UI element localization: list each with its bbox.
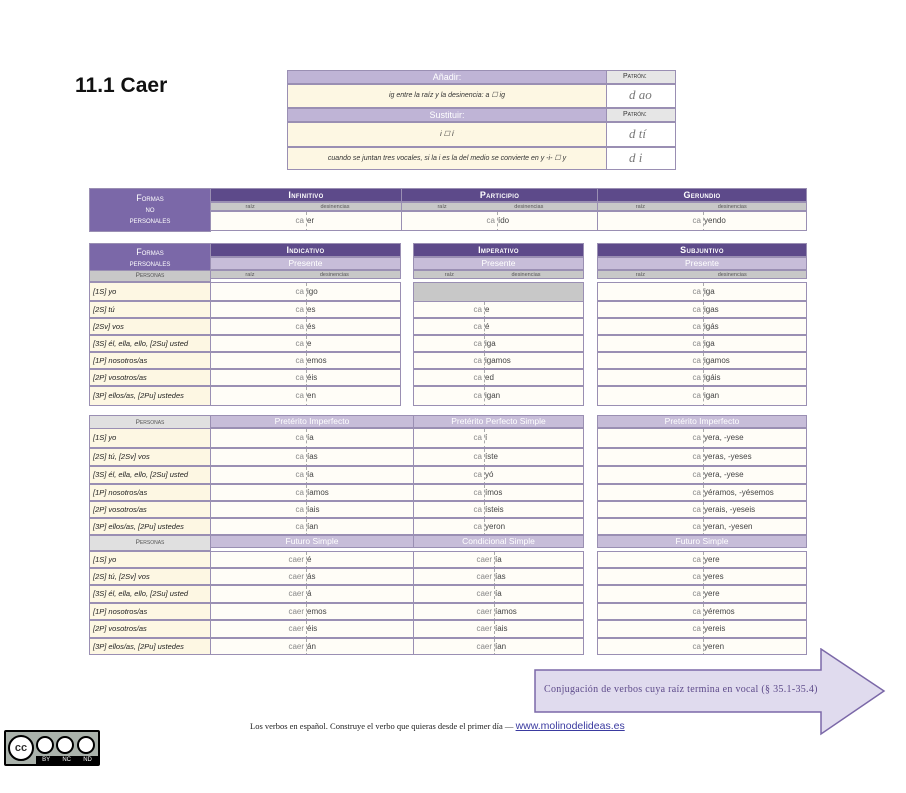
sub-pres-cell: [597, 282, 807, 301]
form-ending: igáis: [704, 373, 721, 382]
sub-imp-cell: [597, 466, 807, 484]
form-ending: íamos: [307, 488, 329, 497]
person-label: [3S] él, ella, ello, [2Su] usted: [93, 339, 189, 348]
form-root: caer: [476, 607, 492, 616]
np-ger-header: Gerundio: [597, 188, 807, 202]
nc-label: NC: [62, 757, 71, 763]
form-root: ca: [295, 373, 304, 382]
form-root: ca: [295, 305, 304, 314]
form-ending: es: [307, 305, 316, 314]
ind-imp-cell: [210, 501, 414, 518]
ind-pres-cell: [210, 318, 401, 335]
inf-form: [210, 211, 402, 231]
sub-header: Subjuntivo: [597, 243, 807, 257]
np-side-label: [89, 188, 211, 232]
form-root: ca: [295, 522, 304, 531]
part-form: [401, 211, 598, 231]
person-label: [2S] tú: [93, 305, 115, 314]
form-ending: ía: [495, 555, 502, 564]
form-ending: ían: [495, 642, 507, 651]
sub-fut-cell: [597, 551, 807, 568]
person-label: [1P] nosotros/as: [93, 488, 148, 497]
person-row: [89, 568, 211, 585]
perf-cell: [413, 484, 584, 501]
form-root: ca: [295, 356, 304, 365]
patron-label: Patrón:: [606, 70, 676, 84]
form-root: ca: [692, 589, 701, 598]
personas-header-3: Personas: [89, 535, 211, 551]
np-side-1: Formas: [136, 193, 164, 203]
form-ending: yó: [485, 470, 494, 479]
form-ending: íais: [307, 505, 320, 514]
fut-cell: [210, 620, 414, 638]
form-root: ca: [473, 522, 482, 531]
sub-imp-cell: [597, 428, 807, 448]
ger-form: [597, 211, 807, 231]
form-root: ca: [692, 287, 701, 296]
subst-pattern-1: d tí: [606, 122, 676, 147]
subst-description-2: cuando se juntan tres vocales, si la i es la del medio se convierte en y -i- ☐ y: [287, 147, 607, 170]
perf-cell: [413, 501, 584, 518]
sub-imp-cell: [597, 448, 807, 466]
form-ending: e: [307, 339, 312, 348]
ind-pres-cell: [210, 282, 401, 301]
form-ending: igan: [485, 391, 501, 400]
form-root: ca: [473, 470, 482, 479]
cc-license-badge[interactable]: [4, 730, 100, 766]
form-root: ca: [692, 607, 701, 616]
arrow-text[interactable]: Conjugación de verbos cuya raíz termina en vocal (§ 35.1-35.4): [544, 684, 818, 695]
form-ending: és: [307, 322, 316, 331]
person-row: [89, 386, 211, 406]
imp-header: Imperativo: [413, 243, 584, 257]
subst-pattern-2: d i: [606, 147, 676, 170]
form-root: caer: [288, 624, 304, 633]
subst-patron-label: Patrón:: [606, 108, 676, 122]
person-label: [3S] él, ella, ello, [2Su] usted: [93, 470, 189, 479]
form-root: ca: [473, 356, 482, 365]
form-ending: igo: [307, 287, 318, 296]
form-ending: en: [307, 391, 316, 400]
ind-pres-cell: [210, 301, 401, 318]
person-label: [2P] vosotros/as: [93, 505, 147, 514]
form-ending: iga: [704, 339, 715, 348]
fut-cell: [210, 585, 414, 603]
np-inf-header: Infinitivo: [210, 188, 402, 202]
personas-header-1: Personas: [89, 270, 211, 282]
person-label: [2P] vosotros/as: [93, 624, 147, 633]
person-label: [3P] ellos/as, [2Pu] ustedes: [93, 522, 184, 531]
sub-fut-cell: [597, 603, 807, 620]
form-root: ca: [295, 322, 304, 331]
form-root: ca: [295, 488, 304, 497]
perf-cell: [413, 448, 584, 466]
nd-icon: [77, 736, 95, 754]
person-row: [89, 603, 211, 620]
person-row: [89, 585, 211, 603]
ind-imp-cell: [210, 428, 414, 448]
person-label: [2S] tú, [2Sv] vos: [93, 572, 150, 581]
form-ending: ímos: [485, 488, 503, 497]
form-ending: igamos: [485, 356, 511, 365]
imp-pres-cell: [413, 386, 584, 406]
sub-fut-cell: [597, 585, 807, 603]
person-row: [89, 501, 211, 518]
desinencias-label: desinencias: [319, 272, 349, 278]
cond-cell: [413, 620, 584, 638]
sub-fut-cell: [597, 568, 807, 585]
nc-icon: [56, 736, 74, 754]
person-label: [1P] nosotros/as: [93, 607, 148, 616]
imp-pres-label: Presente: [413, 257, 584, 270]
footer-text: Los verbos en español. Construye el verbo que quieras desde el primer día —: [250, 721, 516, 731]
form-root: caer: [288, 555, 304, 564]
sub-imp-cell: [597, 518, 807, 535]
person-row: [89, 620, 211, 638]
page-title: 11.1 Caer: [75, 74, 168, 97]
raiz-label: raíz: [444, 272, 454, 278]
form-ending: á: [307, 589, 312, 598]
form-root: ca: [295, 505, 304, 514]
desinencias-label: desinencias: [717, 204, 747, 210]
form-root: caer: [476, 624, 492, 633]
cond-cell: [413, 585, 584, 603]
form-ending: yendo: [704, 216, 726, 225]
np-side-2: no: [145, 204, 155, 214]
form-root: caer: [476, 555, 492, 564]
form-root: caer: [476, 642, 492, 651]
form-root: ca: [295, 339, 304, 348]
person-label: [2S] tú, [2Sv] vos: [93, 452, 150, 461]
by-label: BY: [42, 757, 51, 763]
form-ending: yeras, -yeses: [704, 452, 752, 461]
fut-cell: [210, 551, 414, 568]
sub-pres-cell: [597, 301, 807, 318]
person-row: [89, 518, 211, 535]
cond-label: Condicional Simple: [413, 535, 584, 548]
form-root: caer: [476, 589, 492, 598]
np-part-rd: [401, 202, 598, 211]
form-ending: yeron: [485, 522, 506, 531]
sub-fut-label: Futuro Simple: [597, 535, 807, 548]
ind-header: Indicativo: [210, 243, 401, 257]
ind-pres-label: Presente: [210, 257, 401, 270]
form-root: ca: [692, 505, 701, 514]
form-root: ca: [473, 339, 482, 348]
sub-pres-cell: [597, 369, 807, 386]
sub-fut-cell: [597, 620, 807, 638]
subst-header: Sustituir:: [287, 108, 607, 122]
form-ending: yerais, -yeseis: [704, 505, 756, 514]
form-ending: iga: [704, 287, 715, 296]
form-ending: yeran, -yesen: [704, 522, 753, 531]
sub-pres-cell: [597, 352, 807, 369]
sub-imp-cell: [597, 484, 807, 501]
form-ending: é: [307, 555, 312, 564]
form-root: ca: [692, 391, 701, 400]
ind-imp-label: Pretérito Imperfecto: [210, 415, 414, 428]
add-description: ig entre la raíz y la desinencia: a ☐ ig: [287, 84, 607, 108]
form-ending: ísteis: [485, 505, 504, 514]
np-part-header: Participio: [401, 188, 598, 202]
nd-label: ND: [83, 757, 92, 763]
fp-side-label: [89, 243, 211, 271]
np-ger-rd: [597, 202, 807, 211]
sub-rd: [597, 270, 807, 279]
form-root: caer: [288, 589, 304, 598]
form-ending: yeren: [704, 642, 725, 651]
person-label: [1S] yo: [93, 287, 117, 296]
np-side-3: personales: [129, 215, 171, 225]
perf-label: Pretérito Perfecto Simple: [413, 415, 584, 428]
sub-imp-label: Pretérito Imperfecto: [597, 415, 807, 428]
form-root: caer: [288, 642, 304, 651]
person-label: [1S] yo: [93, 433, 117, 442]
form-ending: yera, -yese: [704, 433, 744, 442]
person-row: [89, 551, 211, 568]
imp-pres-cell: [413, 301, 584, 318]
person-row: [89, 428, 211, 448]
person-label: [1S] yo: [93, 555, 117, 564]
desinencias-label: desinencias: [320, 204, 350, 210]
form-root: ca: [692, 322, 701, 331]
ind-pres-cell: [210, 335, 401, 352]
form-root: caer: [288, 607, 304, 616]
person-label: [3P] ellos/as, [2Pu] ustedes: [93, 642, 184, 651]
form-root: ca: [295, 216, 304, 225]
form-ending: éis: [307, 624, 318, 633]
ind-imp-cell: [210, 518, 414, 535]
form-root: ca: [692, 339, 701, 348]
form-root: ca: [692, 433, 701, 442]
perf-cell: [413, 518, 584, 535]
personas-header-2: Personas: [89, 415, 211, 431]
imp-rd: [413, 270, 584, 279]
form-root: ca: [295, 452, 304, 461]
form-ending: án: [307, 642, 316, 651]
form-root: ca: [473, 322, 482, 331]
form-root: ca: [295, 287, 304, 296]
ind-pres-cell: [210, 369, 401, 386]
sub-pres-label: Presente: [597, 257, 807, 270]
fut-cell: [210, 568, 414, 585]
ind-pres-cell: [210, 352, 401, 369]
form-root: ca: [486, 216, 495, 225]
form-root: ca: [295, 470, 304, 479]
form-root: ca: [692, 488, 701, 497]
desinencias-label: desinencias: [717, 272, 747, 278]
person-row: [89, 301, 211, 318]
person-label: [2Sv] vos: [93, 322, 124, 331]
fp-side-1: Formas: [136, 247, 164, 257]
form-ending: yera, -yese: [704, 470, 744, 479]
form-ending: éis: [307, 373, 318, 382]
footer: [250, 720, 625, 732]
form-ending: yéramos, -yésemos: [704, 488, 774, 497]
imp-pres-cell: [413, 352, 584, 369]
np-inf-rd: [210, 202, 402, 211]
ind-imp-cell: [210, 484, 414, 501]
fut-label: Futuro Simple: [210, 535, 414, 548]
perf-cell: [413, 466, 584, 484]
ind-pres-cell: [210, 386, 401, 406]
sub-pres-cell: [597, 335, 807, 352]
form-root: ca: [692, 572, 701, 581]
fut-cell: [210, 638, 414, 655]
form-root: ca: [692, 452, 701, 461]
ind-rd: [210, 270, 401, 279]
subst-description-1: i ☐ í: [287, 122, 607, 147]
form-ending: igamos: [704, 356, 730, 365]
form-root: ca: [473, 373, 482, 382]
form-ending: yereis: [704, 624, 726, 633]
form-ending: e: [485, 305, 490, 314]
form-root: caer: [288, 572, 304, 581]
form-root: ca: [473, 305, 482, 314]
form-root: ca: [295, 391, 304, 400]
add-header: Añadir:: [287, 70, 607, 84]
ind-imp-cell: [210, 466, 414, 484]
person-label: [3P] ellos/as, [2Pu] ustedes: [93, 391, 184, 400]
form-root: ca: [692, 356, 701, 365]
form-ending: ás: [307, 572, 316, 581]
form-ending: iga: [485, 339, 496, 348]
person-row: [89, 638, 211, 655]
form-ending: emos: [307, 607, 327, 616]
form-ending: yere: [704, 555, 720, 564]
person-row: [89, 369, 211, 386]
desinencias-label: desinencias: [514, 204, 544, 210]
license-labels: [36, 756, 98, 765]
form-root: ca: [473, 452, 482, 461]
form-ending: er: [307, 216, 315, 225]
form-ending: yere: [704, 589, 720, 598]
form-ending: yeres: [704, 572, 724, 581]
person-label: [2P] vosotros/as: [93, 373, 147, 382]
person-row: [89, 318, 211, 335]
form-root: ca: [692, 624, 701, 633]
raiz-label: raíz: [437, 204, 447, 210]
person-row: [89, 335, 211, 352]
form-root: ca: [692, 522, 701, 531]
form-ending: yéremos: [704, 607, 735, 616]
form-root: ca: [692, 373, 701, 382]
person-row: [89, 466, 211, 484]
form-ending: é: [485, 322, 490, 331]
sub-imp-cell: [597, 501, 807, 518]
form-ending: igás: [704, 322, 719, 331]
desinencias-label: desinencias: [511, 272, 541, 278]
footer-link[interactable]: www.molinodelideas.es: [515, 720, 625, 732]
fp-side-2: personales: [129, 258, 171, 268]
raiz-label: raíz: [635, 204, 645, 210]
person-label: [1P] nosotros/as: [93, 356, 148, 365]
by-icon: [36, 736, 54, 754]
form-ending: ía: [495, 589, 502, 598]
imp-pres-cell: [413, 318, 584, 335]
form-ending: emos: [307, 356, 327, 365]
form-root: ca: [692, 470, 701, 479]
form-ending: íamos: [495, 607, 517, 616]
person-row: [89, 448, 211, 466]
form-ending: igan: [704, 391, 720, 400]
cond-cell: [413, 568, 584, 585]
raiz-label: raíz: [245, 204, 255, 210]
form-ending: ías: [495, 572, 506, 581]
add-pattern: d ao: [606, 84, 676, 108]
person-row: [89, 352, 211, 369]
form-ending: ía: [307, 470, 314, 479]
form-ending: ía: [307, 433, 314, 442]
ind-imp-cell: [210, 448, 414, 466]
form-root: ca: [692, 216, 701, 225]
form-ending: ías: [307, 452, 318, 461]
form-ending: igas: [704, 305, 719, 314]
form-root: ca: [473, 391, 482, 400]
form-ending: íste: [485, 452, 498, 461]
form-ending: ído: [498, 216, 510, 225]
form-root: ca: [473, 505, 482, 514]
cond-cell: [413, 603, 584, 620]
cond-cell: [413, 551, 584, 568]
form-root: ca: [692, 642, 701, 651]
form-root: ca: [692, 305, 701, 314]
form-root: ca: [295, 433, 304, 442]
sub-pres-cell: [597, 318, 807, 335]
fut-cell: [210, 603, 414, 620]
form-root: ca: [473, 488, 482, 497]
form-root: caer: [476, 572, 492, 581]
person-label: [3S] él, ella, ello, [2Su] usted: [93, 589, 189, 598]
cc-icon: cc: [8, 735, 34, 761]
person-row: [89, 282, 211, 301]
form-ending: ían: [307, 522, 319, 531]
imp-pres-cell: [413, 335, 584, 352]
raiz-label: raíz: [245, 272, 255, 278]
form-root: ca: [692, 555, 701, 564]
imp-pres-cell: [413, 369, 584, 386]
form-ending: ed: [485, 373, 494, 382]
form-ending: í: [485, 433, 488, 442]
raiz-label: raíz: [635, 272, 645, 278]
sub-pres-cell: [597, 386, 807, 406]
perf-cell: [413, 428, 584, 448]
form-root: ca: [473, 433, 482, 442]
form-ending: íais: [495, 624, 508, 633]
person-row: [89, 484, 211, 501]
